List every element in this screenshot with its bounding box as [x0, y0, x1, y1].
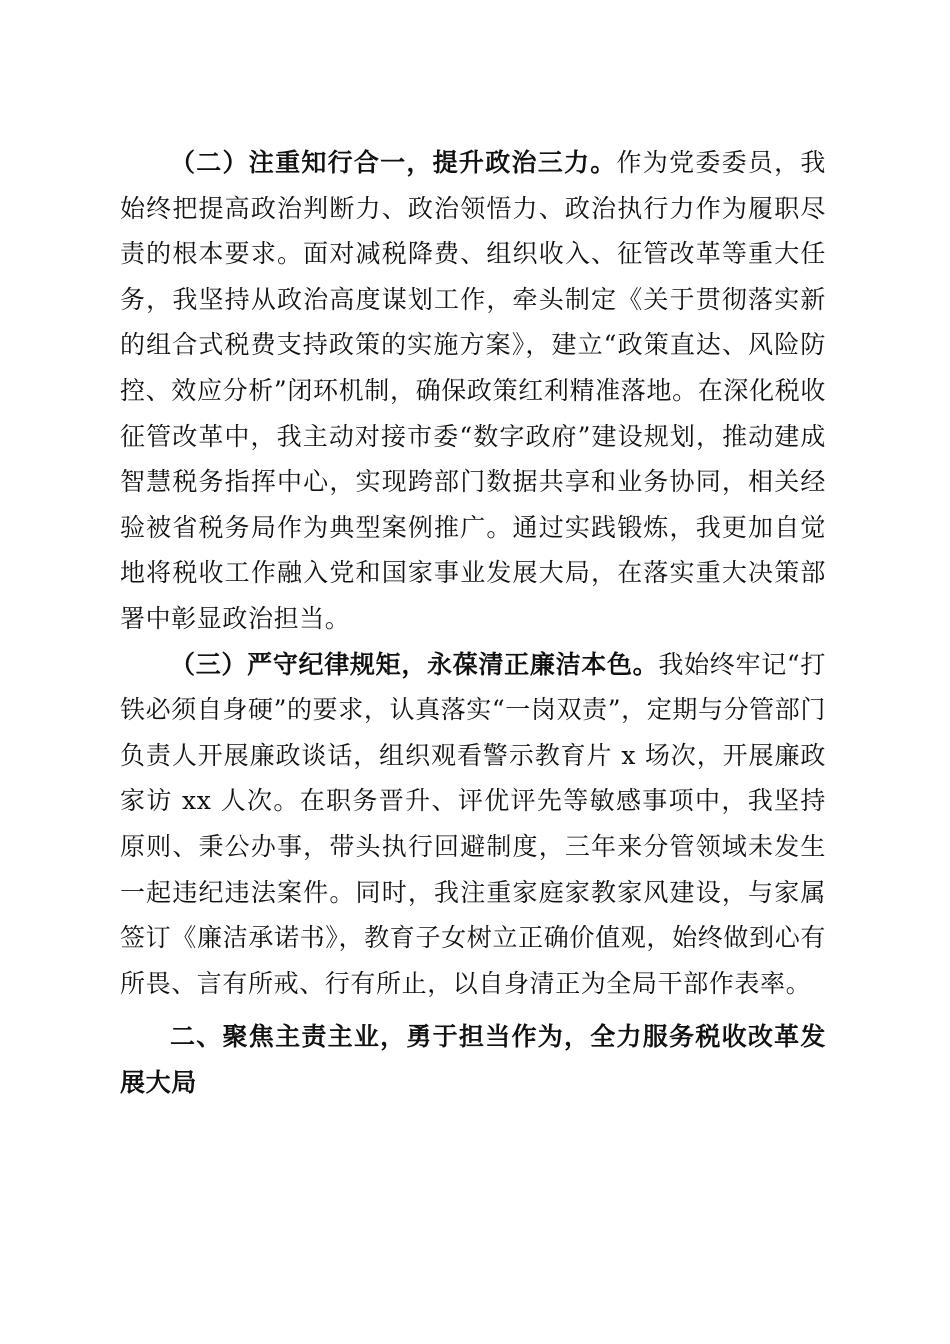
paragraph-political-capacity [120, 140, 826, 642]
document-page [120, 140, 826, 1105]
section-heading: 二、聚焦主责主业，勇于担当作为，全力服务税收改革发展大局 [120, 1022, 826, 1097]
paragraph-body: 作为党委委员，我始终把提高政治判断力、政治领悟力、政治执行力作为履职尽责的根本要求。面对减税降费、组织收入、征管改革等重大任务，我坚持从政治高度谋划工作，牵头制定《关于贯彻落实新的组合式税费支持政策的实施方案》，建立“政策直达、风险防控、效应分析”闭环机制，确保政策红利精准落地。在深化税收征管改革中，我主动对接市委“数字政府”建设规划，推动建成智慧税务指挥中心，实现跨部门数据共享和业务协同，相关经验被省税务局作为典型案例推广。通过实践锻炼，我更加自觉地将税收工作融入党和国家事业发展大局，在落实重大决策部署中彰显政治担当。 [120, 148, 826, 633]
paragraph-lead: （二）注重知行合一，提升政治三力。 [170, 148, 617, 177]
paragraph-body: 我始终牢记“打铁必须自身硬”的要求，认真落实“一岗双责”，定期与分管部门负责人开展廉政谈话，组织观看警示教育片 x 场次，开展廉政家访 xx 人次。在职务晋升、评优评先等敏感事项中，我坚持原则、秉公办事，带头执行回避制度，三年来分管领域未发生一起违纪违法案件。同时，我注重家庭家教家风建设，与家属签订《廉洁承诺书》，教育子女树立正确价值观，始终做到心有所畏、言有所戒、行有所止，以自身清正为全局干部作表率。 [120, 649, 826, 998]
paragraph-lead: （三）严守纪律规矩，永葆清正廉洁本色。 [170, 649, 659, 679]
paragraph-discipline [120, 642, 826, 1007]
